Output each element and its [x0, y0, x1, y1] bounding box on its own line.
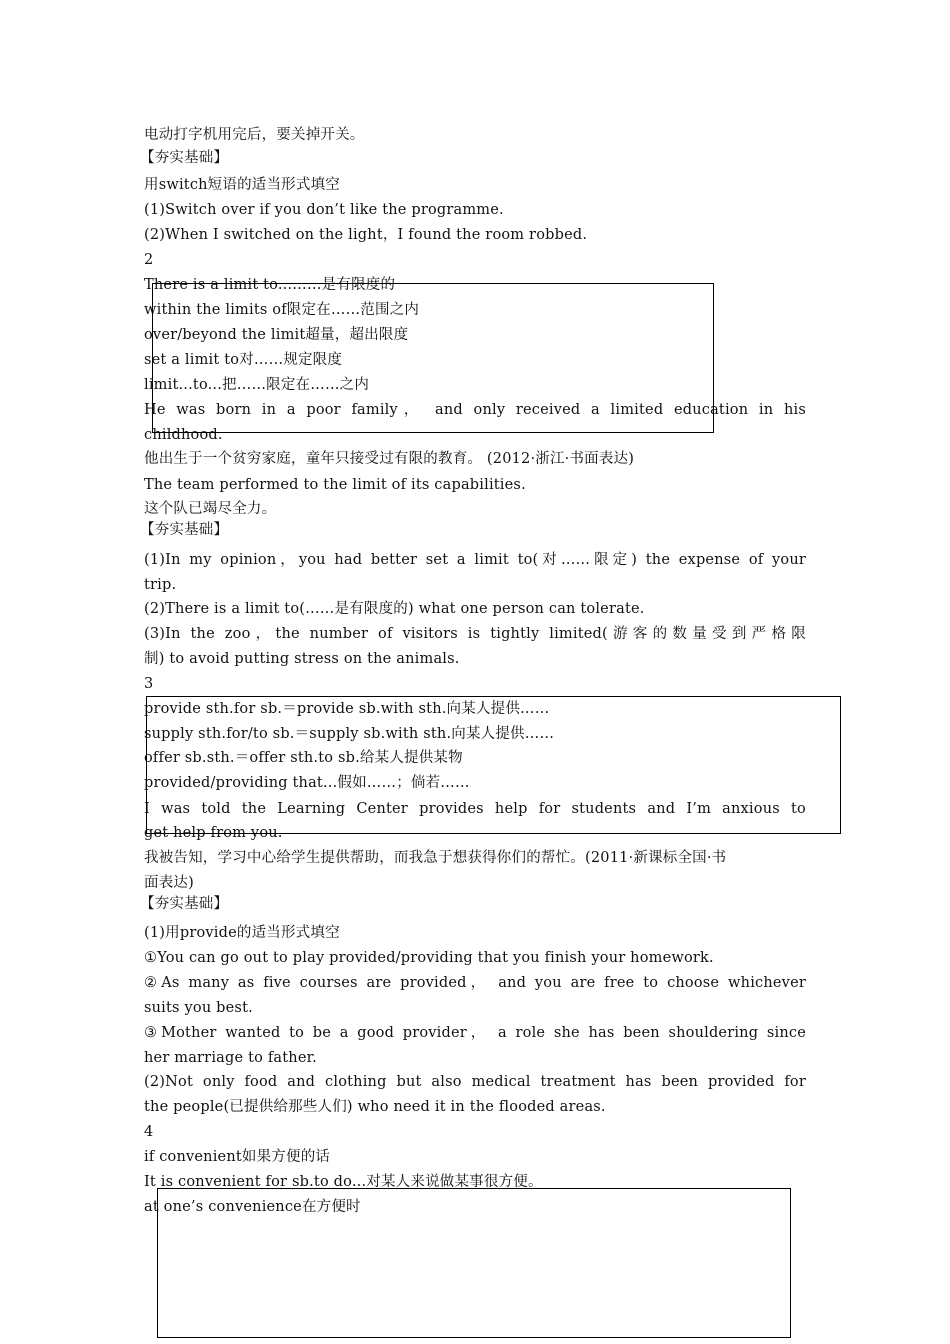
doc-line: I was told the Learning Center provides help for students and I’m anxious to: [144, 801, 806, 817]
doc-line: provided/providing that...假如……；倘若……: [144, 775, 470, 791]
doc-line: her marriage to father.: [144, 1050, 317, 1066]
doc-line: suits you best.: [144, 1000, 253, 1016]
section-number: 3: [144, 676, 154, 692]
section-number: 4: [144, 1124, 154, 1140]
doc-line: 他出生于一个贫穷家庭，童年只接受过有限的教育。 (2012·浙江·书面表达): [144, 451, 635, 467]
doc-line: ②As many as five courses are provided， and you are free to choose whichever: [144, 975, 806, 991]
section-number: 2: [144, 252, 154, 268]
doc-line: 电动打字机用完后，要关掉开关。: [144, 127, 365, 143]
doc-line: offer sb.sth.＝offer sth.to sb.给某人提供某物: [144, 750, 463, 766]
frame-box: [146, 696, 841, 834]
section-heading: 【夯实基础】: [140, 522, 229, 538]
doc-line: (1)用provide的适当形式填空: [144, 925, 340, 941]
doc-line: 我被告知，学习中心给学生提供帮助，而我急于想获得你们的帮忙。(2011·新课标全国·书: [144, 850, 727, 866]
section-heading: 【夯实基础】: [140, 896, 229, 912]
doc-line: 制) to avoid putting stress on the animals.: [144, 651, 460, 667]
doc-line: 这个队已竭尽全力。: [144, 501, 277, 517]
doc-line: childhood.: [144, 427, 223, 443]
doc-line: provide sth.for sb.＝provide sb.with sth.向某人提供……: [144, 701, 550, 717]
section-heading: 【夯实基础】: [140, 150, 229, 166]
doc-line: ①You can go out to play provided/providing that you finish your homework.: [144, 950, 714, 966]
frame-box: [152, 283, 714, 433]
doc-line: within the limits of限定在……范围之内: [144, 302, 420, 318]
doc-line: 面表达): [144, 875, 194, 891]
doc-line: (1)Switch over if you don’t like the programme.: [144, 202, 504, 218]
doc-line: over/beyond the limit超量，超出限度: [144, 327, 409, 343]
doc-line: get help from you.: [144, 825, 283, 841]
doc-line: (1)In my opinion，you had better set a limit to(对……限定) the expense of your: [144, 552, 806, 568]
doc-line: trip.: [144, 577, 177, 593]
doc-line: The team performed to the limit of its capabilities.: [144, 477, 526, 493]
doc-line: (2)When I switched on the light，I found the room robbed.: [144, 227, 588, 243]
doc-line: It is convenient for sb.to do...对某人来说做某事很方便。: [144, 1174, 543, 1190]
doc-line: (3)In the zoo，the number of visitors is tightly limited(游客的数量受到严格限: [144, 626, 806, 642]
doc-line: at one’s convenience在方便时: [144, 1199, 361, 1215]
doc-line: set a limit to对……规定限度: [144, 352, 343, 368]
doc-line: (2)Not only food and clothing but also medical treatment has been provided for: [144, 1074, 806, 1090]
doc-line: if convenient如果方便的话: [144, 1149, 331, 1165]
doc-line: (2)There is a limit to(……是有限度的) what one person can tolerate.: [144, 601, 645, 617]
doc-line: There is a limit to...……是有限度的: [144, 277, 396, 293]
doc-line: limit...to...把……限定在……之内: [144, 377, 370, 393]
doc-line: 用switch短语的适当形式填空: [144, 177, 340, 193]
doc-line: supply sth.for/to sb.＝supply sb.with sth.向某人提供……: [144, 726, 555, 742]
doc-line: He was born in a poor family， and only received a limited education in his: [144, 402, 806, 418]
doc-line: ③Mother wanted to be a good provider， a role she has been shouldering since: [144, 1025, 806, 1041]
frame-box: [157, 1188, 791, 1338]
doc-line: the people(已提供给那些人们) who need it in the flooded areas.: [144, 1099, 606, 1115]
